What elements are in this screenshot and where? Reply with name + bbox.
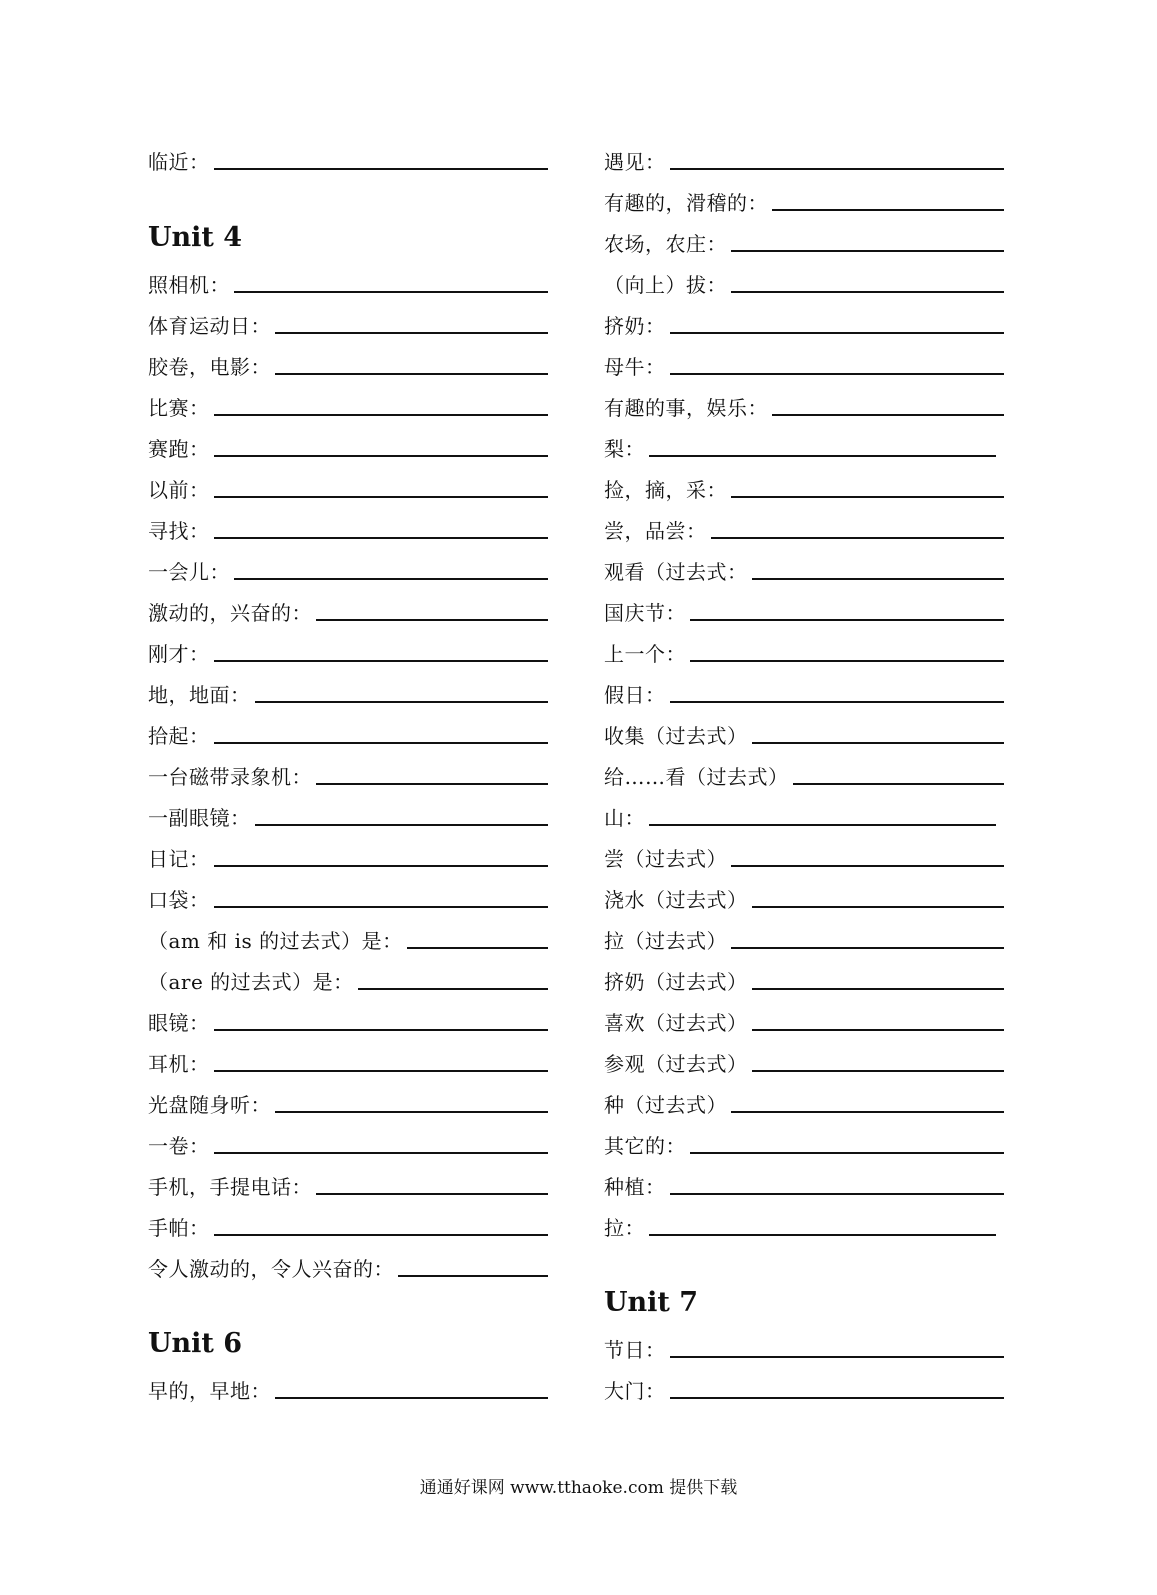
answer-blank[interactable] bbox=[214, 660, 548, 662]
fill-in-item bbox=[148, 308, 548, 338]
fill-in-item bbox=[148, 1373, 548, 1403]
answer-blank[interactable] bbox=[275, 1111, 548, 1113]
item-label: 一卷： bbox=[148, 1134, 210, 1158]
answer-blank[interactable] bbox=[255, 701, 548, 703]
item-label: 上一个： bbox=[604, 642, 686, 666]
fill-in-item bbox=[604, 636, 1004, 666]
fill-in-item bbox=[148, 390, 548, 420]
item-label: 尝，品尝： bbox=[604, 519, 707, 543]
answer-blank[interactable] bbox=[649, 824, 996, 826]
fill-in-item bbox=[604, 718, 1004, 748]
item-label: 梨： bbox=[604, 437, 645, 461]
fill-in-item bbox=[604, 677, 1004, 707]
item-label: 寻找： bbox=[148, 519, 210, 543]
fill-in-item bbox=[604, 923, 1004, 953]
fill-in-item bbox=[148, 554, 548, 584]
fill-in-item bbox=[148, 636, 548, 666]
fill-in-item bbox=[604, 759, 1004, 789]
fill-in-item bbox=[604, 1169, 1004, 1199]
item-label: 拾起： bbox=[148, 724, 210, 748]
item-label: 照相机： bbox=[148, 273, 230, 297]
fill-in-item bbox=[148, 431, 548, 461]
answer-blank[interactable] bbox=[234, 578, 548, 580]
answer-blank[interactable] bbox=[752, 1070, 1004, 1072]
answer-blank[interactable] bbox=[731, 291, 1004, 293]
item-label: 尝（过去式） bbox=[604, 847, 727, 871]
fill-in-item bbox=[148, 718, 548, 748]
fill-in-item bbox=[604, 595, 1004, 625]
fill-in-item bbox=[604, 1128, 1004, 1158]
answer-blank[interactable] bbox=[234, 291, 548, 293]
answer-blank[interactable] bbox=[275, 1397, 548, 1399]
answer-blank[interactable] bbox=[214, 1152, 548, 1154]
unit-7-heading: Unit 7 bbox=[604, 1287, 699, 1318]
item-label: 手机，手提电话： bbox=[148, 1175, 312, 1199]
fill-in-item bbox=[148, 144, 548, 174]
answer-blank[interactable] bbox=[275, 373, 548, 375]
item-label: 参观（过去式） bbox=[604, 1052, 748, 1076]
fill-in-item bbox=[604, 349, 1004, 379]
fill-in-item bbox=[148, 595, 548, 625]
fill-in-item bbox=[604, 226, 1004, 256]
fill-in-item bbox=[604, 1046, 1004, 1076]
answer-blank[interactable] bbox=[670, 168, 1004, 170]
item-label: 其它的： bbox=[604, 1134, 686, 1158]
item-label: 比赛： bbox=[148, 396, 210, 420]
fill-in-item bbox=[604, 554, 1004, 584]
fill-in-item bbox=[604, 267, 1004, 297]
item-label: 临近： bbox=[148, 150, 210, 174]
item-label: 手帕： bbox=[148, 1216, 210, 1240]
item-label: 假日： bbox=[604, 683, 666, 707]
item-label: 体育运动日： bbox=[148, 314, 271, 338]
item-label: （am 和 is 的过去式）是： bbox=[148, 929, 403, 953]
item-label: 光盘随身听： bbox=[148, 1093, 271, 1117]
item-label: 捡，摘，采： bbox=[604, 478, 727, 502]
answer-blank[interactable] bbox=[649, 455, 996, 457]
answer-blank[interactable] bbox=[214, 414, 548, 416]
answer-blank[interactable] bbox=[649, 1234, 996, 1236]
item-label: 有趣的，滑稽的： bbox=[604, 191, 768, 215]
answer-blank[interactable] bbox=[670, 1397, 1004, 1399]
fill-in-item bbox=[604, 1087, 1004, 1117]
item-label: 农场，农庄： bbox=[604, 232, 727, 256]
item-label: 一台磁带录象机： bbox=[148, 765, 312, 789]
answer-blank[interactable] bbox=[731, 1111, 1004, 1113]
answer-blank[interactable] bbox=[752, 578, 1004, 580]
fill-in-item bbox=[604, 185, 1004, 215]
fill-in-item bbox=[604, 1210, 996, 1240]
fill-in-item bbox=[148, 267, 548, 297]
item-label: 一会儿： bbox=[148, 560, 230, 584]
answer-blank[interactable] bbox=[670, 332, 1004, 334]
answer-blank[interactable] bbox=[670, 373, 1004, 375]
fill-in-item bbox=[148, 1005, 548, 1035]
answer-blank[interactable] bbox=[690, 619, 1004, 621]
fill-in-item bbox=[604, 308, 1004, 338]
fill-in-item bbox=[148, 964, 548, 994]
item-label: 一副眼镜： bbox=[148, 806, 251, 830]
answer-blank[interactable] bbox=[407, 947, 548, 949]
item-label: 遇见： bbox=[604, 150, 666, 174]
unit-4-heading: Unit 4 bbox=[148, 222, 243, 253]
fill-in-item bbox=[604, 882, 1004, 912]
answer-blank[interactable] bbox=[731, 250, 1004, 252]
fill-in-item bbox=[604, 1373, 1004, 1403]
item-label: 有趣的事，娱乐： bbox=[604, 396, 768, 420]
fill-in-item bbox=[148, 923, 548, 953]
answer-blank[interactable] bbox=[316, 1193, 548, 1195]
item-label: 胶卷，电影： bbox=[148, 355, 271, 379]
item-label: 眼镜： bbox=[148, 1011, 210, 1035]
answer-blank[interactable] bbox=[670, 1356, 1004, 1358]
item-label: 挤奶： bbox=[604, 314, 666, 338]
answer-blank[interactable] bbox=[398, 1275, 548, 1277]
answer-blank[interactable] bbox=[316, 619, 548, 621]
answer-blank[interactable] bbox=[690, 1152, 1004, 1154]
answer-blank[interactable] bbox=[670, 701, 1004, 703]
fill-in-item bbox=[148, 1169, 548, 1199]
fill-in-item bbox=[148, 677, 548, 707]
answer-blank[interactable] bbox=[214, 1029, 548, 1031]
item-label: 地，地面： bbox=[148, 683, 251, 707]
item-label: （are 的过去式）是： bbox=[148, 970, 354, 994]
item-label: 给……看（过去式） bbox=[604, 765, 789, 789]
fill-in-item bbox=[148, 1087, 548, 1117]
item-label: 日记： bbox=[148, 847, 210, 871]
answer-blank[interactable] bbox=[690, 660, 1004, 662]
item-label: 刚才： bbox=[148, 642, 210, 666]
page-footer: 通通好课网 www.tthaoke.com 提供下载 bbox=[419, 1478, 738, 1498]
fill-in-item bbox=[604, 144, 1004, 174]
answer-blank[interactable] bbox=[731, 947, 1004, 949]
fill-in-item bbox=[148, 1128, 548, 1158]
fill-in-item bbox=[604, 964, 1004, 994]
answer-blank[interactable] bbox=[731, 496, 1004, 498]
item-label: 种（过去式） bbox=[604, 1093, 727, 1117]
answer-blank[interactable] bbox=[275, 332, 548, 334]
item-label: 收集（过去式） bbox=[604, 724, 748, 748]
answer-blank[interactable] bbox=[752, 742, 1004, 744]
fill-in-item bbox=[148, 349, 548, 379]
item-label: （向上）拔： bbox=[604, 273, 727, 297]
item-label: 早的，早地： bbox=[148, 1379, 271, 1403]
fill-in-item bbox=[148, 472, 548, 502]
answer-blank[interactable] bbox=[752, 988, 1004, 990]
answer-blank[interactable] bbox=[255, 824, 548, 826]
fill-in-item bbox=[148, 513, 548, 543]
answer-blank[interactable] bbox=[772, 209, 1004, 211]
answer-blank[interactable] bbox=[214, 742, 548, 744]
answer-blank[interactable] bbox=[214, 865, 548, 867]
item-label: 口袋： bbox=[148, 888, 210, 912]
item-label: 大门： bbox=[604, 1379, 666, 1403]
fill-in-item bbox=[604, 841, 1004, 871]
answer-blank[interactable] bbox=[711, 537, 1004, 539]
answer-blank[interactable] bbox=[670, 1193, 1004, 1195]
answer-blank[interactable] bbox=[214, 455, 548, 457]
item-label: 山： bbox=[604, 806, 645, 830]
fill-in-item bbox=[604, 431, 996, 461]
item-label: 浇水（过去式） bbox=[604, 888, 748, 912]
item-label: 拉（过去式） bbox=[604, 929, 727, 953]
item-label: 挤奶（过去式） bbox=[604, 970, 748, 994]
item-label: 喜欢（过去式） bbox=[604, 1011, 748, 1035]
item-label: 耳机： bbox=[148, 1052, 210, 1076]
answer-blank[interactable] bbox=[752, 1029, 1004, 1031]
item-label: 拉： bbox=[604, 1216, 645, 1240]
item-label: 节日： bbox=[604, 1338, 666, 1362]
answer-blank[interactable] bbox=[316, 783, 548, 785]
answer-blank[interactable] bbox=[214, 1070, 548, 1072]
item-label: 令人激动的，令人兴奋的： bbox=[148, 1257, 394, 1281]
answer-blank[interactable] bbox=[214, 1234, 548, 1236]
answer-blank[interactable] bbox=[358, 988, 548, 990]
item-label: 母牛： bbox=[604, 355, 666, 379]
item-label: 赛跑： bbox=[148, 437, 210, 461]
answer-blank[interactable] bbox=[214, 168, 548, 170]
item-label: 国庆节： bbox=[604, 601, 686, 625]
fill-in-item bbox=[148, 1046, 548, 1076]
answer-blank[interactable] bbox=[731, 865, 1004, 867]
answer-blank[interactable] bbox=[752, 906, 1004, 908]
item-label: 以前： bbox=[148, 478, 210, 502]
fill-in-item bbox=[148, 841, 548, 871]
fill-in-item bbox=[604, 513, 1004, 543]
fill-in-item bbox=[148, 1251, 548, 1281]
item-label: 种植： bbox=[604, 1175, 666, 1199]
answer-blank[interactable] bbox=[793, 783, 1004, 785]
fill-in-item bbox=[604, 1005, 1004, 1035]
fill-in-item bbox=[604, 1332, 1004, 1362]
answer-blank[interactable] bbox=[214, 496, 548, 498]
fill-in-item bbox=[604, 390, 1004, 420]
item-label: 观看（过去式： bbox=[604, 560, 748, 584]
unit-6-heading: Unit 6 bbox=[148, 1328, 243, 1359]
fill-in-item bbox=[148, 800, 548, 830]
fill-in-item bbox=[148, 882, 548, 912]
fill-in-item bbox=[148, 759, 548, 789]
answer-blank[interactable] bbox=[214, 906, 548, 908]
item-label: 激动的，兴奋的： bbox=[148, 601, 312, 625]
answer-blank[interactable] bbox=[772, 414, 1004, 416]
fill-in-item bbox=[604, 800, 996, 830]
answer-blank[interactable] bbox=[214, 537, 548, 539]
fill-in-item bbox=[148, 1210, 548, 1240]
fill-in-item bbox=[604, 472, 1004, 502]
